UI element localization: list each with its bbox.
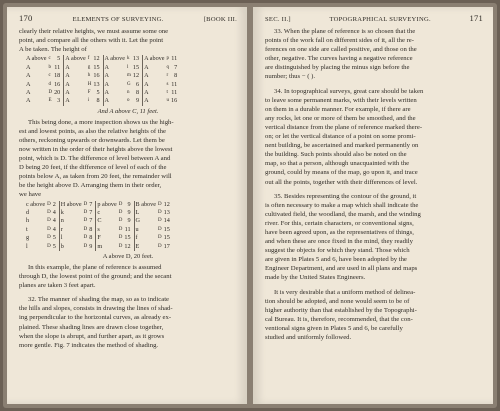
- text-line: 35. Besides representing the contour of the ground, it: [274, 192, 417, 200]
- text-line: This being done, a more inspection shows us the high-: [28, 118, 174, 126]
- text-line: D being 20 feet, if the difference of level of each of the: [19, 164, 167, 172]
- text-line: 34. In topographical surveys, great care should be taken: [274, 87, 424, 95]
- table-cell: 16: [92, 72, 103, 80]
- text-line: clearly their relative heights, we must assume some one: [19, 28, 169, 35]
- text-line: when the slope is abrupt, and further apart, as it grows: [19, 332, 165, 340]
- text-line: the hills and slopes, consists in drawing the lines of shad-: [19, 305, 173, 313]
- table-cell: 6: [132, 81, 143, 89]
- paragraph-33: [265, 27, 483, 82]
- table-cell: G: [126, 81, 131, 87]
- text-line: we have: [19, 191, 42, 199]
- table-cell: D: [48, 89, 53, 95]
- table-cell: D: [158, 209, 162, 215]
- table-cell: 5: [52, 243, 60, 251]
- table-cell: F: [97, 234, 101, 242]
- table-cell: 4: [52, 226, 60, 234]
- table-cell: k: [60, 208, 64, 216]
- table-cell: D: [47, 235, 51, 241]
- left-page-header: [19, 13, 237, 23]
- text-line: have been agreed upon, as the representatives of things,: [265, 228, 414, 236]
- table-cell: 5: [92, 89, 103, 97]
- table-cell: h: [87, 73, 91, 79]
- table-cell: D: [47, 226, 51, 232]
- table-cell: A: [104, 88, 109, 96]
- table-cell: 15: [163, 225, 170, 233]
- table-cell: l: [26, 242, 28, 250]
- table-cell: 5: [52, 234, 60, 242]
- text-line: others, reckoning upwards or downwards. Let them be: [19, 136, 165, 144]
- table-cell: A: [104, 97, 109, 105]
- table-cell: D: [118, 243, 123, 249]
- heights-table-above-d: [25, 201, 173, 251]
- paragraph-34: [265, 87, 483, 187]
- table-cell: f: [135, 234, 138, 242]
- table-caption: A above D, 20 feet.: [102, 253, 154, 260]
- table-cell: D: [47, 201, 51, 207]
- text-line: more gentle. Fig. 7 indicates the method of shading.: [19, 341, 159, 349]
- table-cell: A: [104, 63, 109, 71]
- table-cell: t: [166, 89, 168, 95]
- table-cell: r: [60, 225, 63, 233]
- table-cell: 5: [53, 55, 64, 63]
- table-cell: 18: [53, 72, 64, 80]
- table-row: [25, 217, 173, 225]
- table-cell: g: [87, 64, 91, 70]
- table-cell: 9: [123, 217, 134, 225]
- table-cell: D: [83, 218, 88, 224]
- table-cell: q: [166, 64, 170, 70]
- heights-table-above-a: [25, 55, 180, 105]
- table-cell: A: [104, 72, 109, 80]
- table-cell: A above: [26, 55, 47, 63]
- table-cell: 11: [171, 88, 178, 96]
- text-line: It is very desirable that a uniform method of delinea-: [274, 288, 416, 296]
- text-line: nent building, be ascertained and marked permanently on: [265, 142, 419, 150]
- table-cell: D: [47, 218, 51, 224]
- text-line: now written in the order of their heights above the lowest: [19, 146, 173, 153]
- table-cell: A: [26, 97, 31, 105]
- text-line: made by the United States Engineers.: [265, 274, 366, 282]
- table-cell: D: [83, 201, 88, 207]
- table-cell: 12: [123, 243, 134, 251]
- table-cell: c above: [26, 200, 46, 208]
- table-cell: c: [97, 208, 101, 216]
- text-line: tion should be adopted, and none would seem to be of: [265, 297, 410, 305]
- table-cell: 15: [123, 234, 134, 242]
- text-line: through D, the lowest point of the ground; and the secant: [19, 273, 172, 281]
- table-cell: A above: [104, 55, 125, 63]
- table-cell: p above: [97, 200, 117, 208]
- table-cell: c: [48, 56, 51, 62]
- text-line: 32. The manner of shading the map, so as to indicate: [28, 296, 170, 304]
- table-cell: 12: [163, 200, 170, 208]
- text-line: map, so that a person, although unacquainted with the: [265, 160, 410, 168]
- text-line: on; or let the vertical distance of a point on some promi-: [265, 133, 416, 141]
- text-line: and when these are once fixed in the mind, they readily: [265, 238, 414, 246]
- paragraph-32: [19, 295, 237, 350]
- text-line: studied and uniformly followed.: [265, 334, 352, 341]
- table-cell: C: [97, 217, 102, 225]
- table-cell: A: [26, 63, 31, 71]
- right-page: [253, 7, 493, 404]
- table-cell: A above: [144, 55, 165, 63]
- table-row: [25, 209, 173, 217]
- text-line: be the height above D. Arranging them in their order,: [19, 182, 162, 190]
- section-ref: SEC. II.]: [265, 16, 291, 23]
- table-cell: m: [126, 73, 131, 79]
- table-cell: 20: [53, 89, 64, 97]
- table-cell: A: [26, 72, 31, 80]
- table-cell: 8: [174, 72, 178, 80]
- table-cell: A: [65, 88, 70, 96]
- text-line: are distinguished by placing the minus sign before the: [265, 64, 410, 72]
- table-cell: t: [26, 225, 28, 233]
- paragraph: [19, 118, 237, 200]
- table-cell: D: [158, 243, 162, 249]
- intro-paragraph: [19, 27, 237, 54]
- table-cell: D: [118, 201, 123, 207]
- text-line: ventional signs given in Plates 5 and 6, be carefully: [265, 324, 403, 332]
- table-cell: 7: [88, 217, 96, 225]
- table-row: [25, 81, 180, 89]
- table-row: [25, 234, 173, 242]
- table-cell: n: [60, 217, 64, 225]
- text-line: point, and compare all the others with it. Let the point: [19, 37, 164, 45]
- table-cell: A: [65, 97, 70, 105]
- text-line: other, negative. The curves having a negative reference: [265, 55, 413, 63]
- table-cell: D: [118, 226, 123, 232]
- table-cell: 11: [53, 64, 64, 72]
- table-cell: 11: [123, 226, 134, 234]
- table-cell: 7: [88, 201, 96, 209]
- table-cell: A: [144, 88, 149, 96]
- text-line: ing perpendicular to the horizontal curves, as already ex-: [19, 314, 172, 322]
- text-line: out all the points, together with their differences of level.: [265, 178, 418, 186]
- table-cell: D: [118, 209, 123, 215]
- table-cell: 14: [163, 217, 170, 225]
- table-cell: 15: [92, 64, 103, 72]
- table-cell: G: [135, 217, 141, 225]
- running-head: TOPOGRAPHICAL SURVEYING.: [329, 16, 431, 23]
- table-cell: A: [26, 88, 31, 96]
- page-number: 170: [19, 13, 33, 23]
- text-line: In this example, the plane of reference is assumed: [28, 264, 162, 271]
- text-line: the building. Such points should also be noted on the: [265, 151, 407, 159]
- table-cell: 9: [123, 201, 134, 209]
- table-cell: u: [166, 98, 170, 104]
- table-cell: b: [48, 64, 51, 70]
- table-cell: L: [135, 208, 140, 216]
- text-line: ground, could by means of the map, go upon it, and trace: [265, 169, 418, 177]
- text-line: are given in Plates 5 and 6, have been adopted by the: [265, 256, 407, 264]
- table-cell: 2: [52, 201, 60, 209]
- table-cell: b: [60, 242, 64, 250]
- table-cell: H: [87, 81, 92, 87]
- section-ref: [BOOK III.: [203, 16, 237, 23]
- table-cell: n: [126, 89, 130, 95]
- table-cell: B above: [135, 200, 156, 208]
- table-cell: 16: [53, 81, 64, 89]
- table-cell: A: [144, 80, 149, 88]
- table-cell: 9: [132, 97, 143, 105]
- text-line: higher authority than that established by the Topographi-: [265, 306, 417, 314]
- table-cell: l: [126, 64, 129, 70]
- table-row: [25, 55, 180, 63]
- table-cell: 7: [174, 63, 178, 71]
- text-line: points of the work fall on different sides of it, all the re-: [265, 37, 415, 45]
- table-cell: A above: [65, 55, 86, 63]
- table-cell: 8: [132, 89, 143, 97]
- text-line: suggest the objects for which they stand. Those which: [265, 247, 410, 255]
- table-row: [25, 89, 180, 97]
- table-cell: F: [87, 89, 91, 95]
- table-cell: s: [97, 225, 100, 233]
- table-cell: 4: [52, 217, 60, 225]
- paragraph: [19, 263, 237, 290]
- book-spread: [3, 3, 497, 408]
- table-cell: D: [83, 243, 88, 249]
- table-cell: A: [104, 80, 109, 88]
- text-line: to leave some permanent marks, with their levels written: [265, 96, 417, 104]
- text-line: number; thus − ( ).: [265, 73, 316, 81]
- table-cell: d: [26, 208, 30, 216]
- table-cell: D: [158, 235, 162, 241]
- text-line: any rocks, let one or more of them be smoothed, and the: [265, 114, 416, 122]
- table-cell: i: [87, 98, 90, 104]
- table-cell: r: [166, 73, 169, 79]
- table-caption: And A above C, 11 feet.: [97, 107, 159, 115]
- table-cell: l: [60, 234, 63, 242]
- table-row: [25, 201, 173, 209]
- table-cell: 12: [92, 55, 103, 63]
- table-cell: E: [48, 98, 52, 104]
- paragraph: [265, 288, 483, 343]
- table-cell: 8: [92, 97, 103, 105]
- table-cell: H above: [60, 200, 82, 208]
- text-line: plained. These shading lines are drawn close together,: [19, 323, 164, 331]
- text-line: 33. When the plane of reference is so chosen that the: [274, 28, 416, 35]
- text-line: point, which is D. The difference of level between A and: [19, 155, 171, 163]
- table-row: [25, 226, 173, 234]
- table-cell: D: [158, 226, 162, 232]
- table-row: [25, 243, 173, 251]
- table-cell: o: [126, 98, 130, 104]
- table-cell: 7: [88, 209, 96, 217]
- right-page-header: [265, 13, 483, 23]
- table-cell: 8: [88, 226, 96, 234]
- table-cell: 4: [52, 209, 60, 217]
- table-cell: A: [144, 72, 149, 80]
- table-cell: 13: [132, 55, 143, 63]
- text-line: A be taken. The height of: [19, 46, 87, 54]
- text-line: vertical distance from the plane of reference marked there-: [265, 123, 423, 131]
- table-cell: 3: [53, 97, 64, 105]
- table-cell: s: [166, 81, 169, 87]
- table-cell: 15: [132, 64, 143, 72]
- table-cell: A: [144, 63, 149, 71]
- table-cell: A: [26, 80, 31, 88]
- table-cell: A: [65, 63, 70, 71]
- table-row: [25, 72, 180, 80]
- table-cell: h: [26, 217, 30, 225]
- table-cell: k: [126, 56, 130, 62]
- table-row: [25, 64, 180, 72]
- table-cell: D: [47, 243, 51, 249]
- paragraph-35: [265, 192, 483, 283]
- table-cell: 16: [171, 97, 178, 105]
- table-cell: 12: [132, 72, 143, 80]
- text-line: on them in a durable manner. For example, if there are: [265, 105, 411, 113]
- table-cell: 15: [163, 234, 170, 242]
- table-cell: 13: [163, 208, 170, 216]
- text-line: ferences on one side are called positive, and those on the: [265, 46, 417, 54]
- page-number: 171: [469, 13, 483, 23]
- table-cell: 9: [123, 209, 134, 217]
- table-cell: A: [65, 72, 70, 80]
- table-cell: m: [97, 242, 103, 250]
- table-cell: A: [144, 97, 149, 105]
- text-line: river. For this, certain characters, or conventional signs,: [265, 219, 414, 227]
- text-line: Engineer Department, and are used in all plans and maps: [265, 265, 418, 273]
- text-line: cultivated field, the woodland, the marsh, and the winding: [265, 210, 421, 218]
- table-cell: D: [83, 209, 88, 215]
- table-cell: c: [48, 73, 51, 79]
- table-cell: D: [118, 218, 123, 224]
- text-line: est and lowest points, as also the relative heights of the: [19, 127, 166, 135]
- table-cell: D: [83, 235, 88, 241]
- text-line: is often necessary to make a map which shall indicate the: [265, 201, 419, 209]
- table-row: [25, 97, 180, 105]
- table-cell: 9: [88, 243, 96, 251]
- table-cell: 11: [171, 80, 178, 88]
- table-cell: u: [135, 225, 139, 233]
- table-cell: g: [26, 234, 30, 242]
- table-cell: p: [166, 56, 170, 62]
- table-cell: D: [158, 218, 162, 224]
- table-cell: 11: [171, 55, 178, 63]
- table-cell: D: [118, 235, 123, 241]
- table-cell: D: [83, 226, 88, 232]
- table-cell: D: [47, 209, 51, 215]
- table-cell: 13: [92, 81, 103, 89]
- table-cell: 8: [88, 234, 96, 242]
- table-cell: 17: [163, 242, 170, 250]
- table-cell: D: [158, 201, 162, 207]
- running-head: ELEMENTS OF SURVEYING.: [72, 16, 164, 23]
- text-line: planes are taken 3 feet apart.: [19, 282, 96, 290]
- left-page: [7, 7, 247, 404]
- table-cell: A: [65, 80, 70, 88]
- text-line: points below A, as taken from 20 feet, the remainder will: [19, 173, 172, 181]
- text-line: cal Bureau. It is, therefore, recommended, that the con-: [265, 315, 413, 323]
- table-cell: E: [135, 242, 140, 250]
- table-cell: d: [48, 81, 51, 87]
- table-cell: f: [87, 56, 90, 62]
